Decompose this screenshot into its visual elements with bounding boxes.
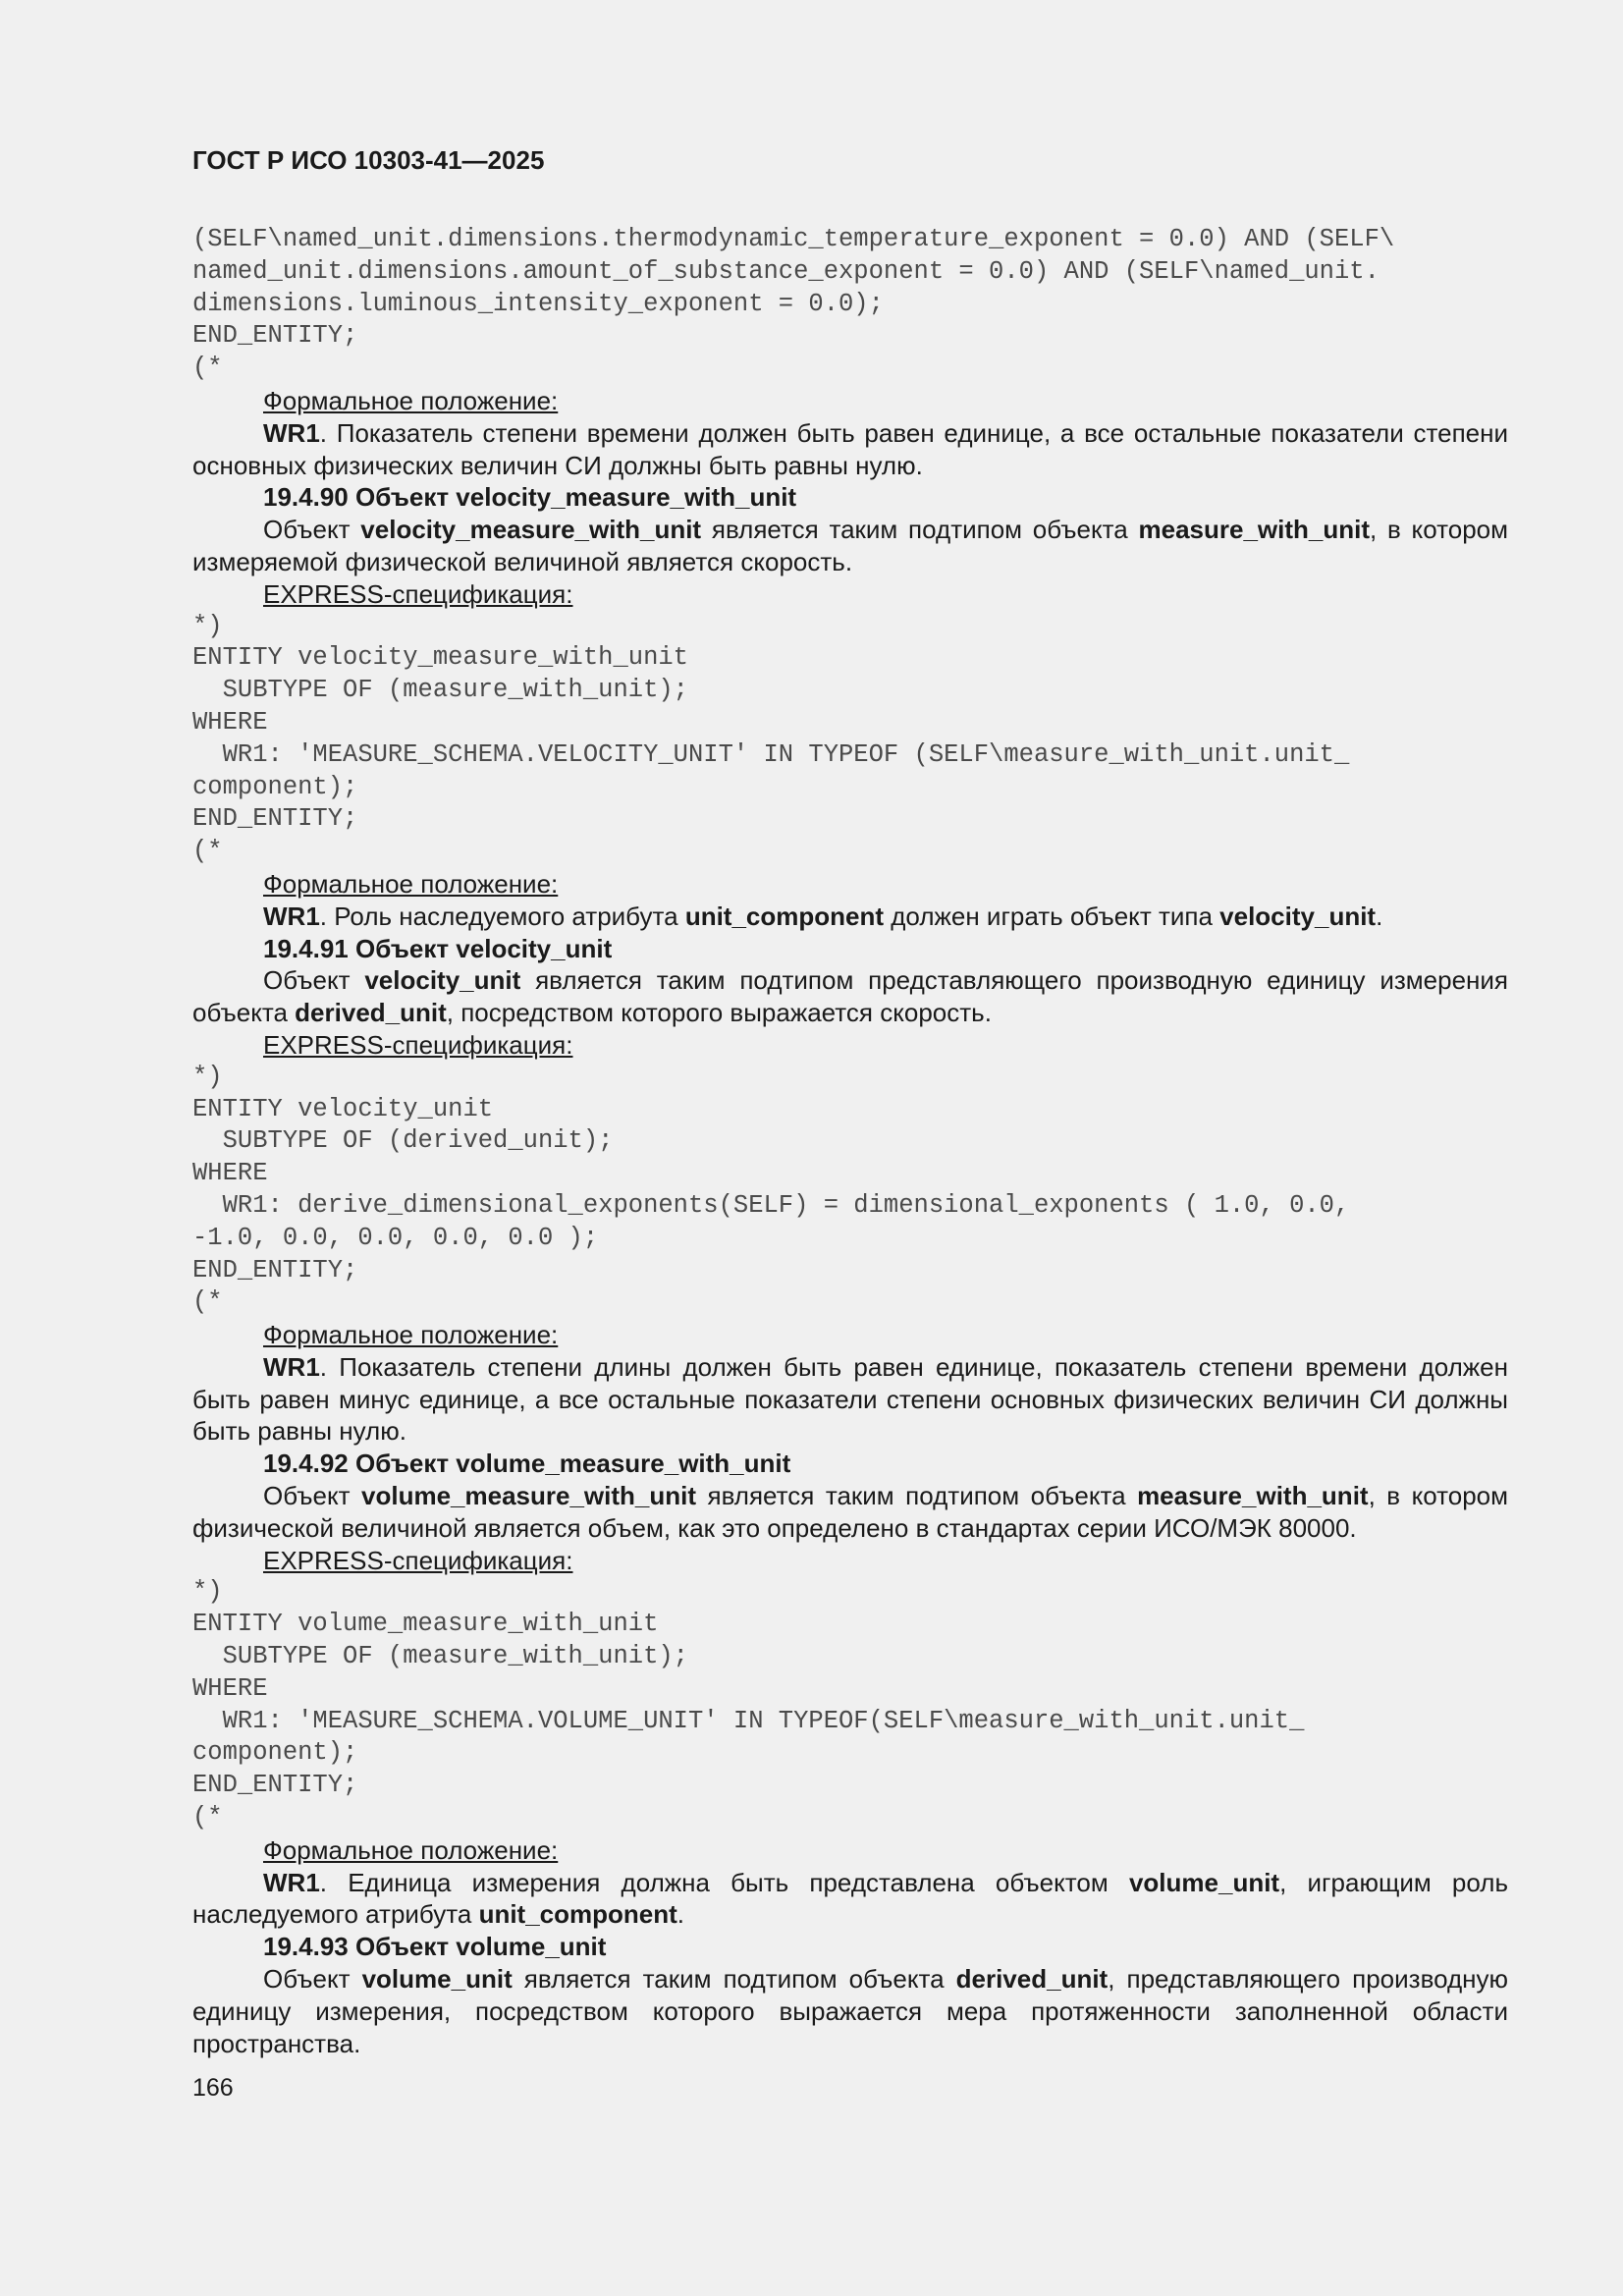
express-label: EXPRESS-спецификация: — [263, 578, 573, 609]
wr1-paragraph: WR1. Показатель степени длины должен быть равен единице, показатель степени времени должен быть равен минус единице, а все остальные показатели степени основных физических величин СИ должны быть равны нулю. — [192, 1351, 1508, 1447]
formal-label: Формальное положение: — [263, 868, 559, 899]
section-heading-19-4-91: 19.4.91 Объект velocity_unit — [263, 933, 613, 963]
page-content — [192, 224, 1508, 2059]
wr1-paragraph: WR1. Роль наследуемого атрибута unit_component должен играть объект типа velocity_unit. — [263, 901, 1383, 931]
section-description-19-4-91: Объект velocity_unit является таким подтипом представляющего производную единицу измерения объекта derived_unit, посредством которого выражается скорость. — [192, 965, 1508, 1028]
express-label: EXPRESS-спецификация: — [263, 1545, 573, 1575]
section-heading-19-4-92: 19.4.92 Объект volume_measure_with_unit — [263, 1449, 791, 1479]
section-description-19-4-93: Объект volume_unit является таким подтипом объекта derived_unit, представляющего производную единицу измерения, посредством которого выражается мера протяженности заполненной области пространства. — [192, 1964, 1509, 2058]
document-header: ГОСТ Р ИСО 10303-41—2025 — [192, 145, 545, 175]
page-number: 166 — [192, 2074, 234, 2102]
section-description-19-4-90: Объект velocity_measure_with_unit является таким подтипом объекта measure_with_unit, в котором измеряемой физической величиной является скорость. — [192, 515, 1508, 576]
formal-label: Формальное положение: — [263, 385, 559, 415]
code-block-velocity-measure: *) ENTITY velocity_measure_with_unit SUBTYPE OF (measure_with_unit); WHERE WR1: 'MEASURE_SCHEMA.VELOCITY_UNIT' IN TYPEOF (SELF\measure_with_unit.unit_ component); END_ENTITY; (* — [192, 611, 1350, 866]
section-description-19-4-92: Объект volume_measure_with_unit является таким подтипом объекта measure_with_unit, в котором физической величиной является объем, как это определено в стандартах серии ИСО/МЭК 80000. — [192, 1481, 1509, 1543]
express-label: EXPRESS-спецификация: — [263, 1029, 573, 1060]
wr1-paragraph: WR1. Единица измерения должна быть представлена объектом volume_unit, играющим роль наследуемого атрибута unit_component. — [192, 1867, 1508, 1930]
wr1-paragraph: WR1. Показатель степени времени должен быть равен единице, а все остальные показатели степени основных физических величин СИ должны быть равны нулю. — [192, 417, 1508, 480]
section-heading-19-4-93: 19.4.93 Объект volume_unit — [263, 1932, 607, 1962]
formal-label: Формальное положение: — [263, 1834, 559, 1865]
code-block-velocity-unit: *) ENTITY velocity_unit SUBTYPE OF (derived_unit); WHERE WR1: derive_dimensional_exponents(SELF) = dimensional_exponents ( 1.0, 0.0, -1.0, 0.0, 0.0, 0.0, 0.0 ); END_ENTITY; (* — [192, 1062, 1350, 1317]
section-heading-19-4-90: 19.4.90 Объект velocity_measure_with_unit — [263, 482, 797, 513]
code-block-continuation: (SELF\named_unit.dimensions.thermodynamic_temperature_exponent = 0.0) AND (SELF\ named_unit.dimensions.amount_of_substance_exponent = 0.0) AND (SELF\named_unit. dimensions.luminous_intensity_exponent = 0.0); END_ENTITY; (* — [192, 225, 1395, 383]
code-block-volume-measure: *) ENTITY volume_measure_with_unit SUBTYPE OF (measure_with_unit); WHERE WR1: 'MEASURE_SCHEMA.VOLUME_UNIT' IN TYPEOF(SELF\measure_with_unit.unit_ component); END_ENTITY; (* — [192, 1577, 1305, 1832]
formal-label: Формальное положение: — [263, 1320, 559, 1350]
